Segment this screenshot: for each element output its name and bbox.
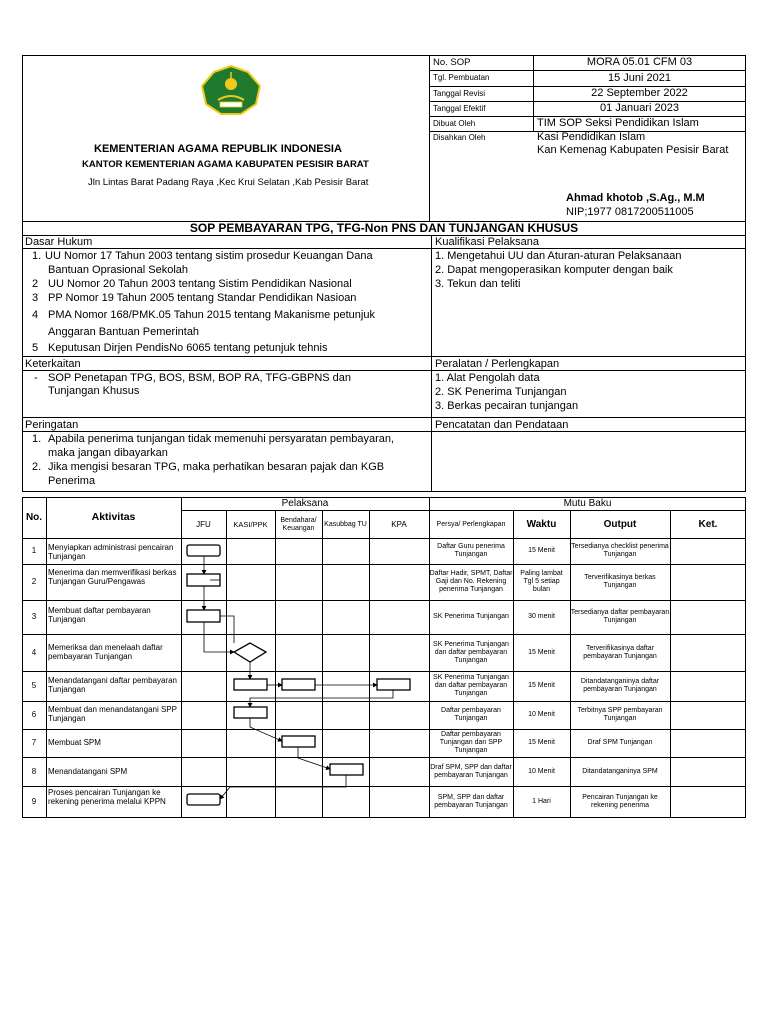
row-waktu: 30 menit xyxy=(528,613,555,620)
row-output: Tersedianya checklist penerima Tunjangan xyxy=(571,543,669,558)
row-no: 8 xyxy=(31,766,37,776)
meta-label-disahkan: Disahkan Oleh xyxy=(433,133,486,142)
col-no: No. xyxy=(25,512,43,523)
meta-label-dibuat: Dibuat Oleh xyxy=(433,119,476,128)
flow-step-6 xyxy=(234,707,267,718)
dasar-hukum-num: 5 xyxy=(32,342,39,354)
dasar-hukum-item: PMA Nomor 168/PMK.05 Tahun 2015 tentang Makanisme petunjuk xyxy=(48,309,375,321)
col-ket: Ket. xyxy=(698,518,718,530)
page-title: SOP PEMBAYARAN TPG, TFG-Non PNS DAN TUNJANGAN KHUSUS xyxy=(189,221,579,235)
flow-arrow xyxy=(220,616,234,643)
org-subname: KANTOR KEMENTERIAN AGAMA KABUPATEN PESISIR BARAT xyxy=(82,159,369,170)
row-waktu: 15 Menit xyxy=(528,739,555,746)
meta-value-pembuatan: 15 Juni 2021 xyxy=(608,72,671,84)
row-persya: Daftar Hadir, SPMT, Daftar Gaji dan No. Rekening penerima Tunjangan xyxy=(429,570,513,593)
col-pelaksana: Pelaksana xyxy=(281,498,329,509)
dasar-hukum-num: 1. xyxy=(32,250,42,262)
signer-name: Ahmad khotob ,S.Ag., M.M xyxy=(566,192,705,204)
flow-arrow xyxy=(298,747,330,769)
row-waktu: 15 Menit xyxy=(528,682,555,689)
flow-step-9 xyxy=(187,794,220,805)
keterkaitan-item: Tunjangan Khusus xyxy=(48,385,140,397)
row-output: Terverifikasinya berkas Tunjangan xyxy=(584,574,656,589)
meta-label-no-sop: No. SOP xyxy=(433,57,471,68)
meta-label-revisi: Tanggal Revisi xyxy=(433,89,486,98)
row-persya: Daftar pembayaran Tunjangan xyxy=(441,707,501,722)
row-no: 6 xyxy=(31,710,37,719)
row-aktivitas: Menandatangani SPM xyxy=(48,767,128,776)
row-waktu: 10 Menit xyxy=(528,711,555,718)
row-no: 3 xyxy=(31,612,37,621)
col-waktu: Waktu xyxy=(526,518,557,530)
flow-arrow xyxy=(250,690,393,707)
row-waktu: 15 Menit xyxy=(528,648,555,656)
meta-value-revisi: 22 September 2022 xyxy=(591,87,688,99)
actor-jfu: JFU xyxy=(196,519,211,529)
peringatan-num: 2. xyxy=(32,461,42,473)
actor-bendahara: Bendahara/ Keuangan xyxy=(280,516,317,532)
row-output: Terbitnya SPP pembayaran Tunjangan xyxy=(577,707,663,722)
row-persya: SK Penerima Tunjangan xyxy=(433,613,509,620)
row-waktu: 10 Menit xyxy=(528,767,555,775)
peralatan-heading: Peralatan / Perlengkapan xyxy=(435,358,560,370)
dasar-hukum-item: Keputusan Dirjen PendisNo 6065 tentang petunjuk tehnis xyxy=(48,342,328,354)
row-no: 2 xyxy=(31,577,37,586)
row-output: Draf SPM Tunjangan xyxy=(587,739,653,746)
row-aktivitas: Membuat daftar pembayaran Tunjangan xyxy=(48,606,151,624)
row-aktivitas: Memeriksa dan menelaah daftar pembayaran Tunjangan xyxy=(48,643,163,661)
flow-decision-4 xyxy=(234,643,266,662)
row-aktivitas: Membuat dan menandatangani SPP Tunjangan xyxy=(48,705,177,723)
row-no: 1 xyxy=(31,546,37,555)
keterkaitan-bullet: - xyxy=(34,372,38,384)
row-persya: SK Penerima Tunjangan dan daftar pembayaran Tunjangan xyxy=(433,640,509,664)
org-address: Jln Lintas Barat Padang Raya ,Kec Krui Selatan ,Kab Pesisir Barat xyxy=(88,177,369,188)
approver-office: Kan Kemenag Kabupaten Pesisir Barat xyxy=(537,144,729,156)
org-name: KEMENTERIAN AGAMA REPUBLIK INDONESIA xyxy=(94,143,342,155)
peringatan-heading: Peringatan xyxy=(25,419,79,431)
flow-arrow xyxy=(204,622,234,652)
pencatatan-heading: Pencatatan dan Pendataan xyxy=(435,419,569,431)
peralatan-item: 1. Alat Pengolah data xyxy=(435,372,540,384)
signer-nip: NIP;1977 0817200511005 xyxy=(566,206,694,218)
flow-step-3 xyxy=(187,610,220,622)
peringatan-item: Penerima xyxy=(48,475,96,487)
row-waktu: 15 Menit xyxy=(528,547,555,554)
meta-label-efektif: Tanggal Efektif xyxy=(433,104,486,113)
flow-step-5c xyxy=(377,679,410,690)
col-persya: Persya/ Perlengkapan xyxy=(436,520,506,528)
row-persya: Daftar pembayaran Tunjangan dan SPP Tunjangan xyxy=(439,731,503,754)
peringatan-item: Jika mengisi besaran TPG, maka perhatikan besaran pajak dan KGB xyxy=(48,461,385,473)
dasar-hukum-item: Anggaran Bantuan Pemerintah xyxy=(48,326,200,338)
peralatan-item: 3. Berkas pecairan tunjangan xyxy=(435,400,579,412)
dasar-hukum-item: UU Nomor 20 Tahun 2003 tentang Sistim Pendidikan Nasional xyxy=(48,278,352,290)
row-output: Tersedianya daftar pembayaran Tunjangan xyxy=(570,609,670,624)
row-aktivitas: Menandatangani daftar pembayaran Tunjangan xyxy=(48,676,177,694)
meta-label-pembuatan: Tgl. Pembuatan xyxy=(433,73,490,82)
kualifikasi-heading: Kualifikasi Pelaksana xyxy=(435,236,539,248)
row-waktu: 1 Hari xyxy=(532,798,551,805)
row-persya: SPM, SPP dan daftar pembayaran Tunjangan xyxy=(434,794,508,809)
peringatan-item: maka jangan dibayarkan xyxy=(48,447,168,459)
kualifikasi-item: 2. Dapat mengoperasikan komputer dengan baik xyxy=(435,264,673,276)
flow-step-5b xyxy=(282,679,315,690)
dasar-hukum-num: 2 xyxy=(32,278,39,290)
peralatan-item: 2. SK Penerima Tunjangan xyxy=(435,386,567,398)
row-aktivitas: Proses pencairan Tunjangan ke rekening penerima melalui KPPN xyxy=(48,788,166,806)
row-persya: Daftar Guru penerima Tunjangan xyxy=(437,543,505,558)
actor-kasi: KASI/PPK xyxy=(233,519,268,529)
row-aktivitas: Menyiapkan administrasi pencairan Tunjangan xyxy=(48,543,174,561)
row-no: 4 xyxy=(31,647,37,657)
peringatan-item: Apabila penerima tunjangan tidak memenuhi persyaratan pembayaran, xyxy=(48,433,395,445)
meta-value-efektif: 01 Januari 2023 xyxy=(600,102,679,114)
row-output: Terverifikasinya daftar pembayaran Tunjangan xyxy=(583,644,657,660)
dasar-hukum-item: UU Nomor 17 Tahun 2003 tentang sistim prosedur Keuangan Dana xyxy=(45,250,373,262)
kualifikasi-item: 1. Mengetahui UU dan Aturan-aturan Pelaksanaan xyxy=(435,250,682,262)
actor-kpa: KPA xyxy=(391,519,407,529)
meta-value-no-sop: MORA 05.01 CFM 03 xyxy=(586,56,693,68)
row-aktivitas: Menerima dan memverifikasi berkas Tunjangan Guru/Pengawas xyxy=(48,568,177,586)
keterkaitan-item: SOP Penetapan TPG, BOS, BSM, BOP RA, TFG-GBPNS dan xyxy=(48,372,352,384)
actor-kasubbag: Kasubbag TU xyxy=(324,520,367,528)
dasar-hukum-item: PP Nomor 19 Tahun 2005 tentang Standar Pendidikan Nasioan xyxy=(48,292,357,304)
peringatan-num: 1. xyxy=(32,433,42,445)
row-no: 5 xyxy=(31,681,37,690)
keterkaitan-heading: Keterkaitan xyxy=(25,358,81,370)
dasar-hukum-item: Bantuan Oprasional Sekolah xyxy=(48,264,189,276)
meta-value-dibuat: TIM SOP Seksi Pendidikan Islam xyxy=(537,117,699,129)
dasar-hukum-num: 4 xyxy=(32,309,39,321)
row-output: Ditandatanganinya daftar pembayaran Tunjangan xyxy=(580,678,660,693)
row-no: 7 xyxy=(31,738,37,747)
flow-step-8 xyxy=(330,764,363,775)
col-aktivitas: Aktivitas xyxy=(91,511,136,523)
col-output: Output xyxy=(603,518,637,530)
kualifikasi-item: 3. Tekun dan teliti xyxy=(435,278,521,290)
flow-step-1 xyxy=(187,545,220,556)
row-no: 9 xyxy=(31,797,37,806)
row-output: Pencairan Tunjangan ke rekening penerima xyxy=(582,794,658,809)
dasar-hukum-heading: Dasar Hukum xyxy=(25,236,93,248)
row-output: Ditandatanganinya SPM xyxy=(582,767,658,775)
meta-value-disahkan: Kasi Pendidikan Islam xyxy=(537,131,646,143)
col-mutu-baku: Mutu Baku xyxy=(563,498,612,509)
row-aktivitas: Membuat SPM xyxy=(48,738,101,747)
row-persya: Draf SPM, SPP dan daftar pembayaran Tunjangan xyxy=(430,763,512,779)
flow-arrow xyxy=(220,775,346,799)
flow-step-7 xyxy=(282,736,315,747)
flow-step-5a xyxy=(234,679,267,690)
dasar-hukum-num: 3 xyxy=(32,292,39,304)
row-waktu: Paling lambat Tgl 5 setiap bulan xyxy=(520,570,563,593)
flow-arrow xyxy=(250,718,282,741)
row-persya: SK Penerima Tunjangan dan daftar pembayaran Tunjangan xyxy=(433,674,509,697)
